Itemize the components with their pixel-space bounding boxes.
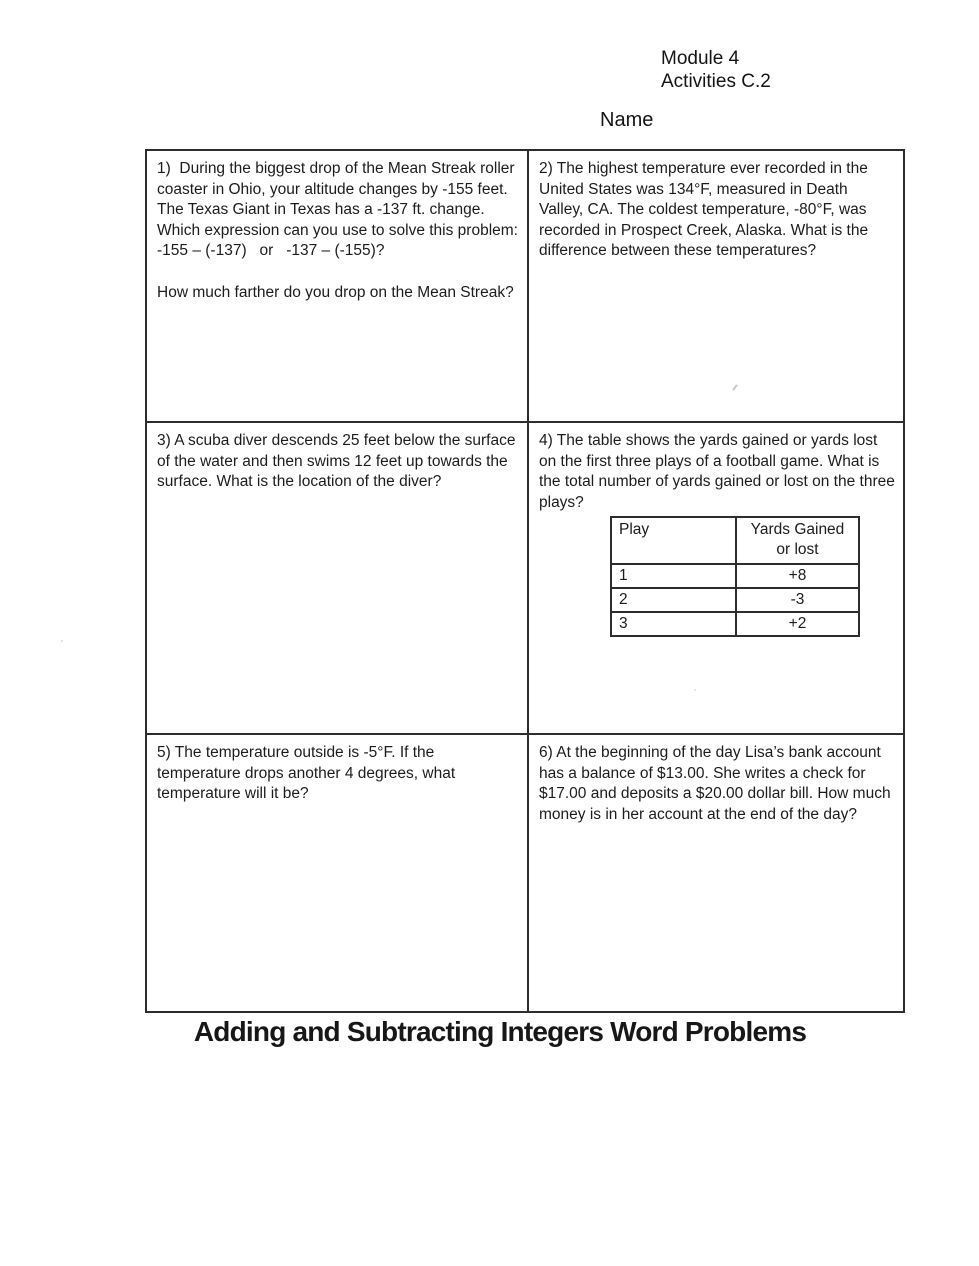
scan-artifact <box>694 689 696 691</box>
yards-table-row-2 <box>611 588 859 612</box>
yards-table <box>610 516 860 637</box>
problem-cell-2 <box>529 151 903 423</box>
yards-cell-2: -3 <box>736 588 859 612</box>
problems-grid <box>145 149 905 1013</box>
worksheet-title: Adding and Subtracting Integers Word Problems <box>193 1016 807 1047</box>
yards-cell-3: +2 <box>736 612 859 636</box>
yards-header-line1: Yards Gained <box>750 521 845 538</box>
play-cell-2: 2 <box>611 588 736 612</box>
activities-line: Activities C.2 <box>661 71 771 92</box>
module-header <box>661 47 771 93</box>
yards-cell-1: +8 <box>736 564 859 588</box>
play-cell-3: 3 <box>611 612 736 636</box>
yards-table-header-yards <box>736 517 859 564</box>
problem-1-question: How much farther do you drop on the Mean Streak? <box>157 283 514 301</box>
problem-6-text: 6) At the beginning of the day Lisa’s bank account has a balance of $13.00. She writes a check for $17.00 and deposits a $20.00 dollar bill. How much money is in her account at the end of the day? <box>539 744 895 823</box>
problem-3-text: 3) A scuba diver descends 25 feet below the surface of the water and then swims 12 feet up towards the surface. What is the location of the diver? <box>157 432 520 490</box>
problem-1-text: 1) During the biggest drop of the Mean Streak roller coaster in Ohio, your altitude changes by -155 feet. The Texas Giant in Texas has a -137 ft. change. Which expression can you use to solve this problem: <box>157 160 519 239</box>
problem-4-text: 4) The table shows the yards gained or yards lost on the first three plays of a football game. What is the total number of yards gained or lost on the three plays? <box>539 432 900 511</box>
name-label: Name <box>600 109 654 131</box>
problem-cell-6 <box>529 735 903 1011</box>
module-line: Module 4 <box>661 48 740 69</box>
problem-5-text: 5) The temperature outside is -5°F. If the temperature drops another 4 degrees, what temperature will it be? <box>157 744 460 802</box>
yards-table-header-play: Play <box>611 517 736 564</box>
play-cell-1: 1 <box>611 564 736 588</box>
yards-table-row-1 <box>611 564 859 588</box>
problem-2-text: 2) The highest temperature ever recorded in the United States was 134°F, measured in Death Valley, CA. The coldest temperature, -80°F, was recorded in Prospect Creek, Alaska. What is the difference between these temperatures? <box>539 160 873 259</box>
yards-table-row-3 <box>611 612 859 636</box>
yards-header-line2: or lost <box>776 541 819 558</box>
yards-table-header-row <box>611 517 859 564</box>
problem-1-expression: -155 – (-137) or -137 – (-155)? <box>157 242 385 259</box>
scan-artifact <box>61 640 63 642</box>
problem-cell-1 <box>147 151 529 423</box>
problem-cell-3 <box>147 423 529 735</box>
problem-cell-4 <box>529 423 903 735</box>
problem-cell-5 <box>147 735 529 1011</box>
